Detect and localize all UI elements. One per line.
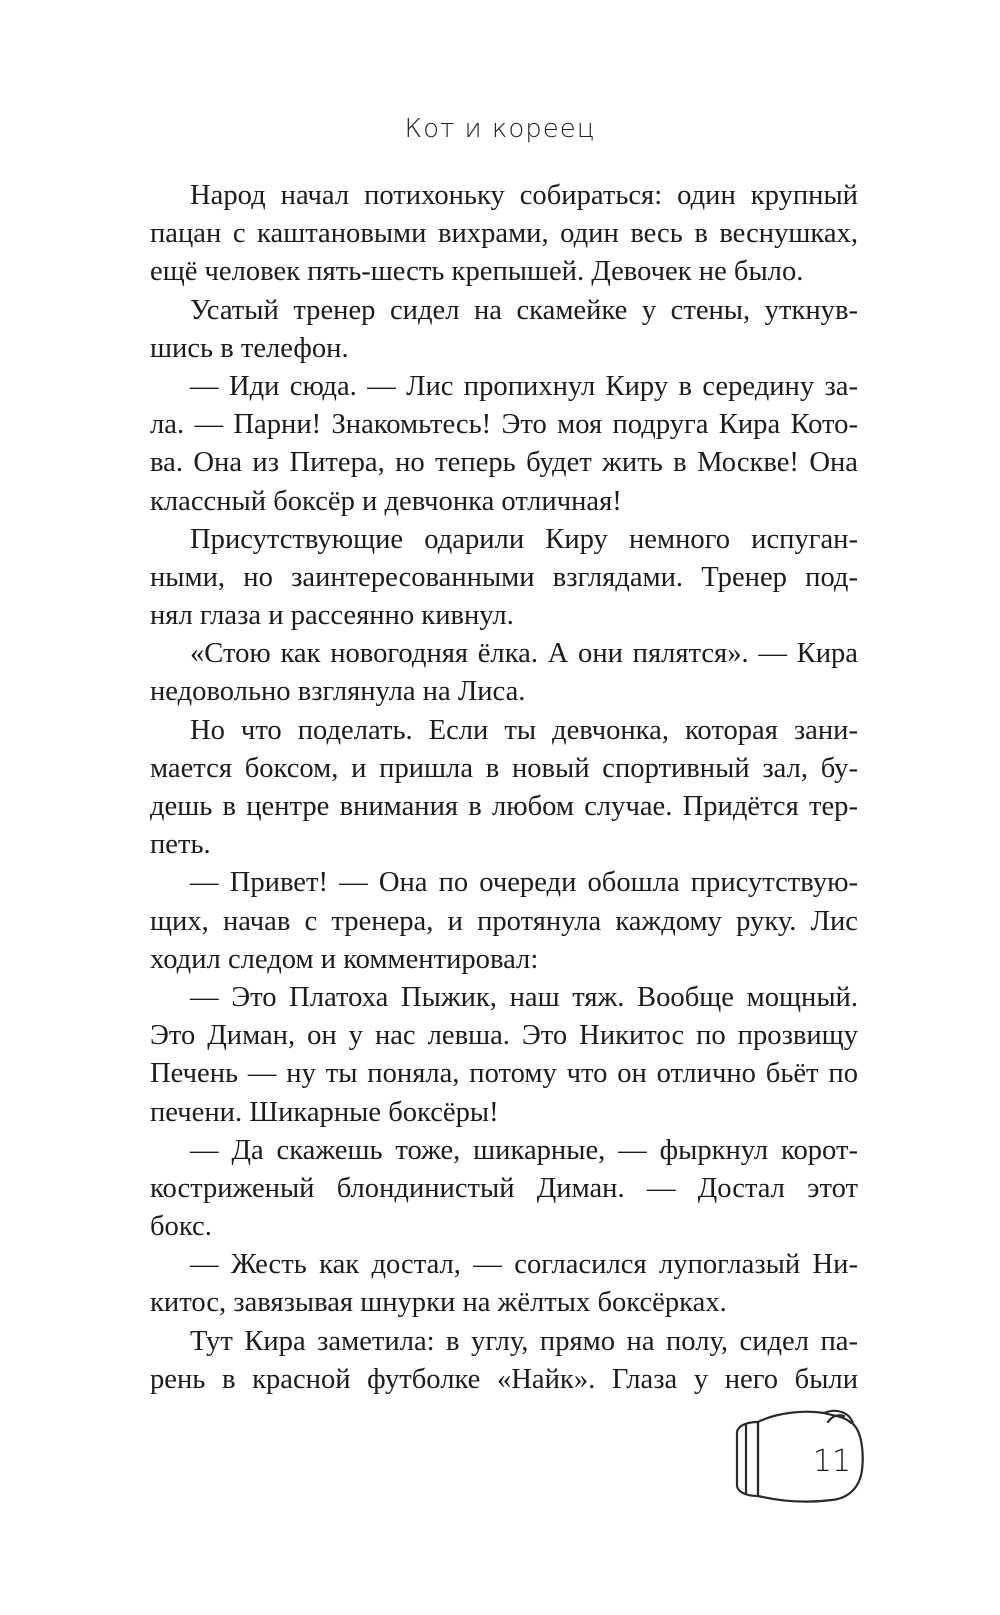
text-line: классный боксёр и девчонка отличная! [150,485,622,517]
text-line: щих, начав с тренера, и протянула каждому руку. Лис [150,905,858,937]
text-line: костриженый блондинистый Диман. — Достал этот [150,1172,858,1204]
text-line: рень в красной футболке «Найк». Глаза у него были [150,1363,858,1395]
text-line: — Да скажешь тоже, шикарные, — фыркнул корот- [190,1134,858,1166]
text-line: Печень — ну ты поняла, потому что он отлично бьёт по [150,1058,858,1090]
text-line: «Стою как новогодняя ёлка. А они пялятся». — Кира [190,638,858,670]
text-line: — Жесть как достал, — согласился лупоглазый Ни- [190,1249,858,1281]
running-title: Кот и кореец [404,114,596,144]
text-line: Это Диман, он у нас левша. Это Никитос по прозвищу [150,1020,858,1052]
text-line: Но что поделать. Если ты девчонка, которая зани- [190,714,858,746]
text-line: недовольно взглянула на Лиса. [150,676,526,708]
text-line: печени. Шикарные боксёры! [150,1096,499,1128]
text-line: пацан с каштановыми вихрами, один весь в веснушках, [150,218,858,250]
text-line: — Привет! — Она по очереди обошла присутствую- [190,867,858,899]
text-line: петь. [150,829,211,861]
text-line: нял глаза и рассеянно кивнул. [150,600,514,632]
body-text [150,177,858,1399]
text-line: Присутствующие одарили Киру немного испуган- [190,523,858,555]
text-line: — Это Платоха Пыжик, наш тяж. Вообще мощный. [190,981,858,1013]
text-line: Тут Кира заметила: в углу, прямо на полу, сидел па- [190,1325,858,1357]
page-number: 11 [812,1444,852,1479]
text-line: Народ начал потихоньку собираться: один крупный [190,180,858,211]
text-line: ными, но заинтересованными взглядами. Тренер под- [150,561,858,593]
text-line: ла. — Парни! Знакомьтесь! Это моя подруга Кира Кото- [150,409,858,441]
text-line: Усатый тренер сидел на скамейке у стены, уткнув- [190,294,858,326]
text-line: мается боксом, и пришла в новый спортивный зал, бу- [150,752,858,784]
text-line: китос, завязывая шнурки на жёлтых боксёрках. [150,1287,727,1319]
text-line: — Иди сюда. — Лис пропихнул Киру в середину за- [190,370,858,402]
text-line: бокс. [150,1211,212,1243]
text-line: ходил следом и комментировал: [150,943,539,975]
text-line: дешь в центре внимания в любом случае. Придётся тер- [150,791,858,822]
text-line: ещё человек пять-шесть крепышей. Девочек не было. [150,256,804,288]
text-line: ва. Она из Питера, но теперь будет жить в Москве! Она [150,447,858,479]
text-line: шись в телефон. [150,332,349,364]
